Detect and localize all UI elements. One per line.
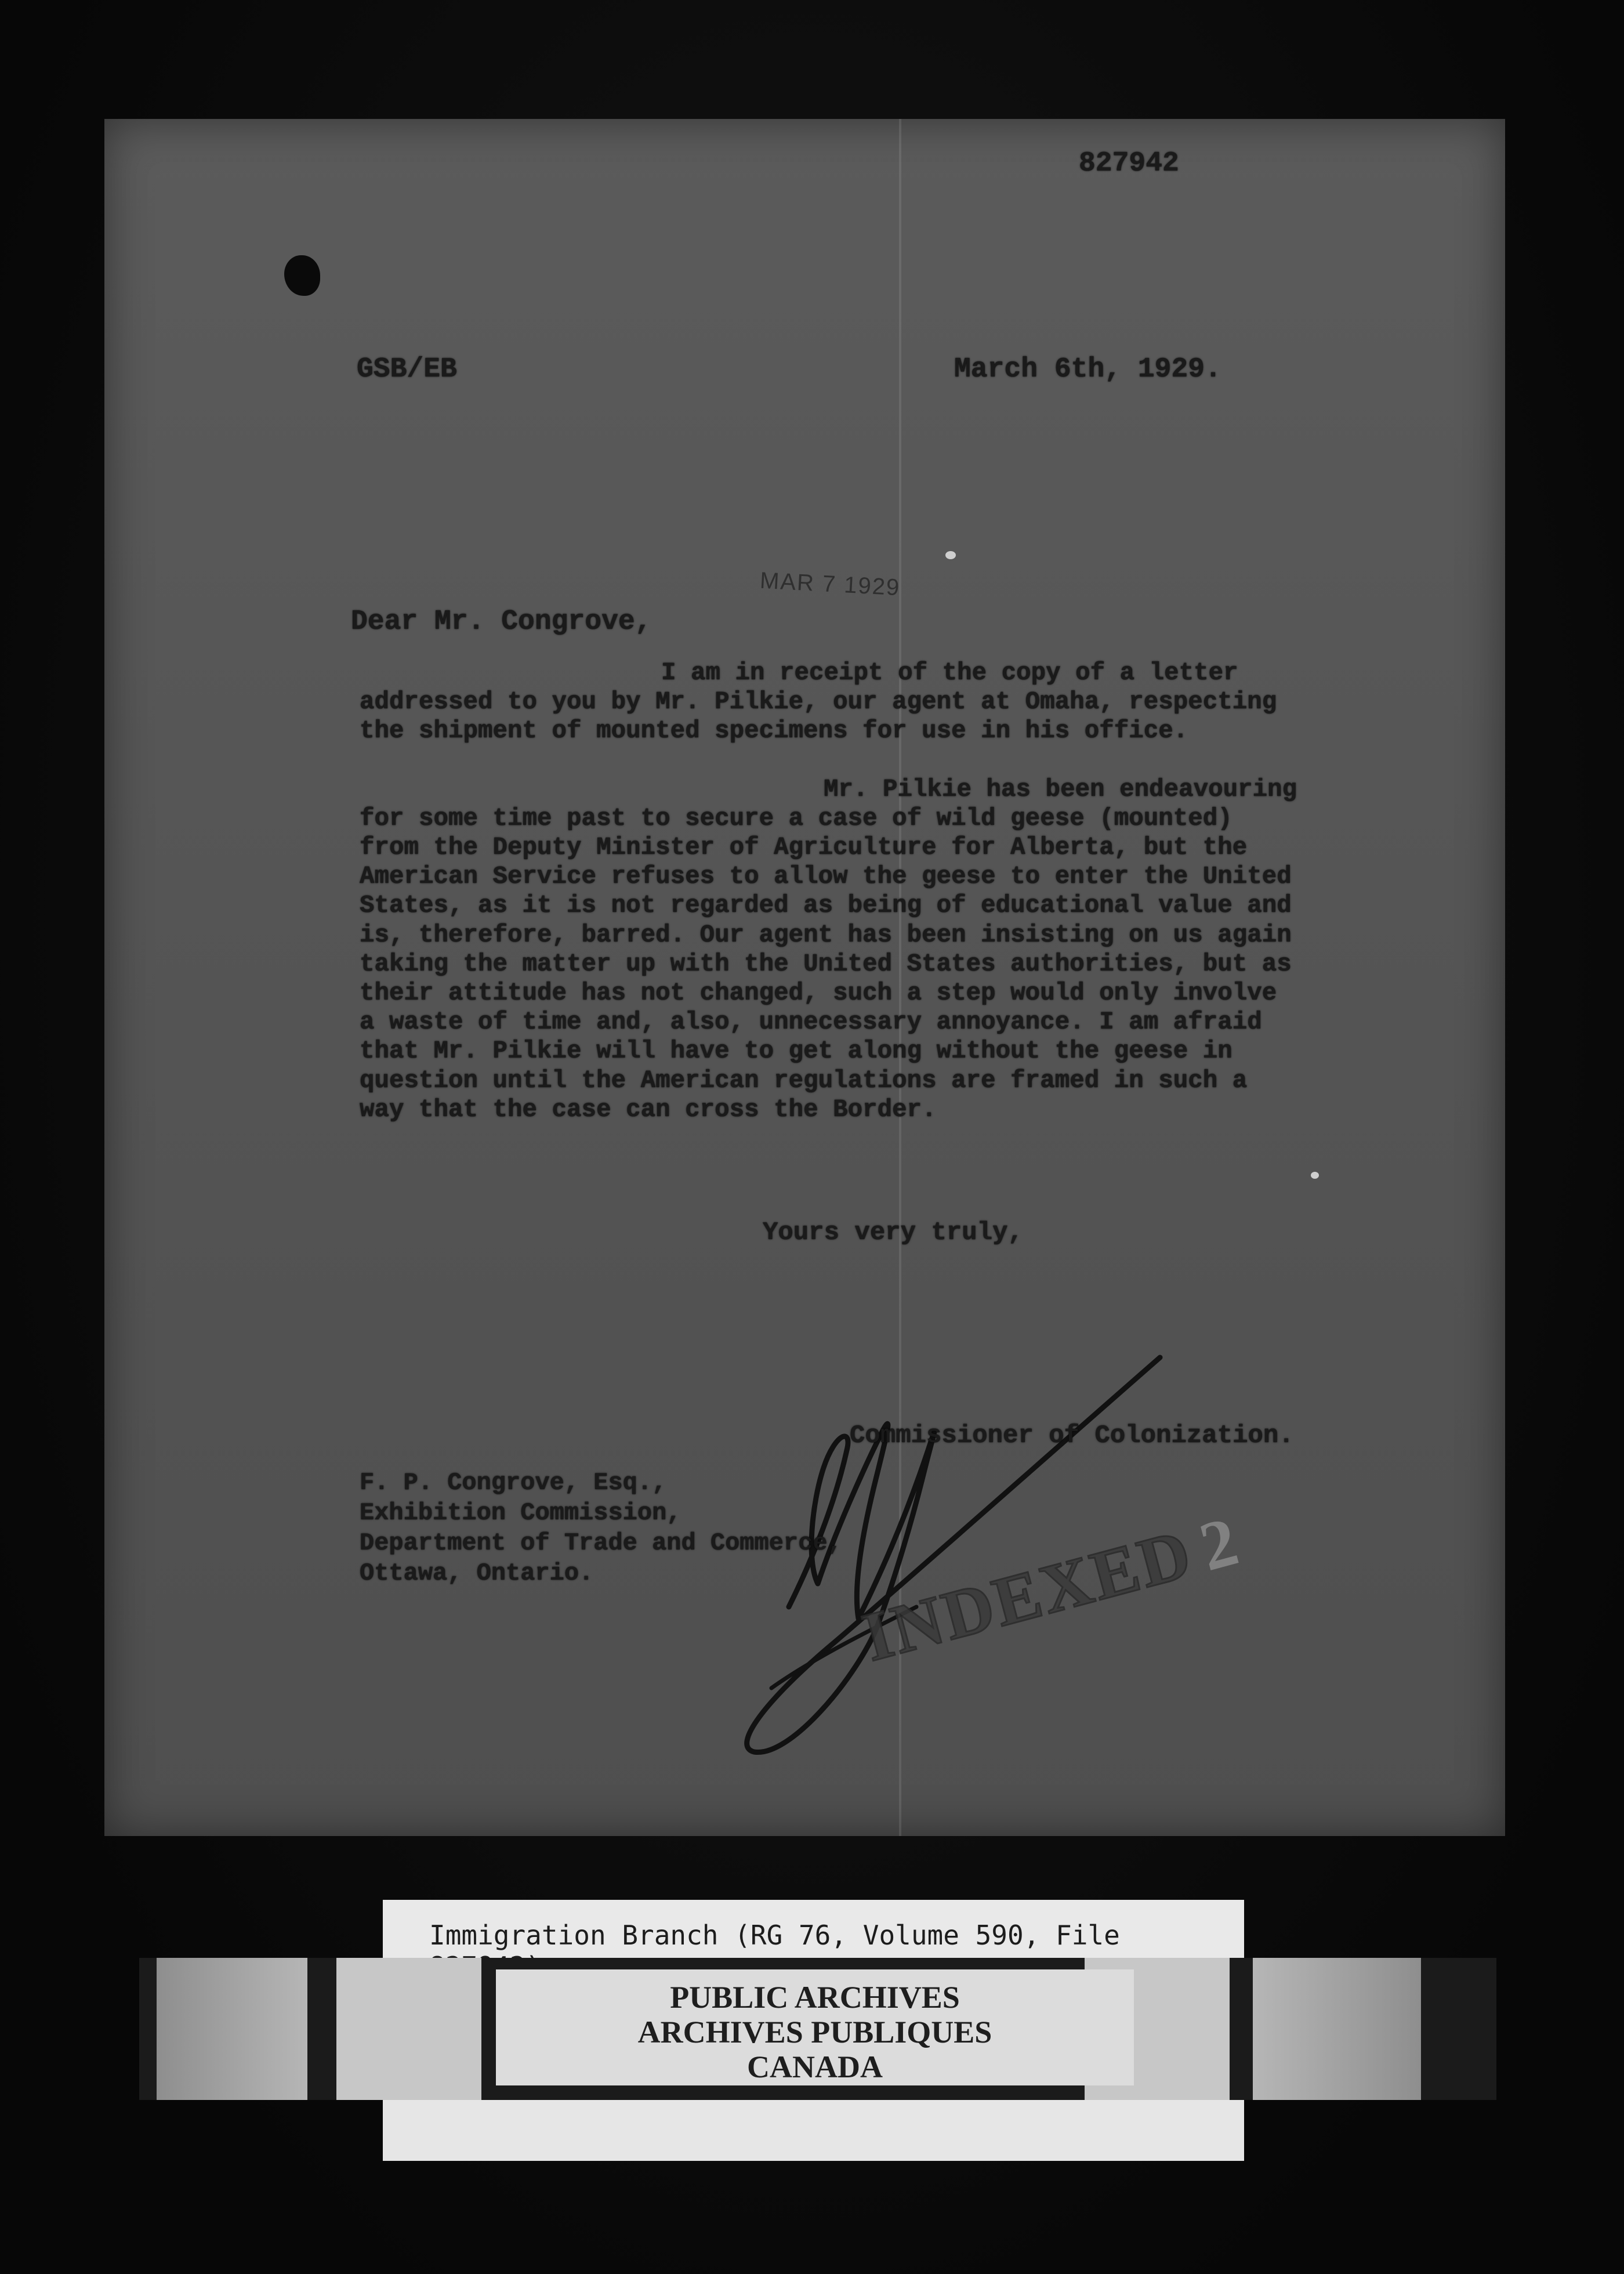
addressee-line: Exhibition Commission, <box>360 1499 682 1527</box>
addressee-line: Ottawa, Ontario. <box>360 1559 594 1587</box>
file-number: 827942 <box>1079 148 1179 179</box>
reference-code: GSB/EB <box>357 354 457 385</box>
archive-citation: Immigration Branch (RG 76, Volume 590, File <box>429 1920 1120 1951</box>
indexed-stamp-text: INDEXED <box>854 1513 1201 1676</box>
indexed-stamp-number: 2 <box>1191 1501 1248 1586</box>
public-archives-label <box>496 1969 1134 2085</box>
signer-title: Commissioner of Colonization. <box>850 1421 1294 1450</box>
reel-strip-segment <box>157 1958 307 2100</box>
closing: Yours very truly, <box>763 1218 1023 1247</box>
archive-label-line-1: PUBLIC ARCHIVES <box>670 1980 960 2015</box>
dust-speck <box>1311 1172 1319 1179</box>
received-date-stamp: MAR 7 1929 <box>759 567 901 601</box>
body-paragraph-2: Mr. Pilkie has been endeavouring for some time past to secure a case of wild geese (mounted) from the Deputy Minister of Agriculture for Alberta, but the American Service refuses to allow the geese to enter the United States, as it is not regarded as being of educational value and is, therefore, barred. Our agent has been insisting on us again taking the matter up with the United States authorities, but as their attitude has not changed, such a step would only involve a waste of time and, also, unnecessary annoyance. I am afraid that Mr. Pilkie will have to get along without the geese in question until the American regulations are framed in such a way that the case can cross the Border. <box>360 775 1297 1124</box>
salutation: Dear Mr. Congrove, <box>351 606 652 638</box>
archive-label-line-3: CANADA <box>747 2050 883 2084</box>
hole-punch-mark <box>284 255 320 296</box>
blank-label-strip <box>383 2100 1244 2161</box>
addressee-line: Department of Trade and Commerce, <box>360 1529 842 1557</box>
letter-date: March 6th, 1929. <box>954 354 1221 385</box>
letter-body <box>360 658 1299 1124</box>
archive-label-line-2: ARCHIVES PUBLIQUES <box>637 2015 992 2050</box>
reel-strip-segment <box>1253 1958 1421 2100</box>
body-paragraph-1: I am in receipt of the copy of a letter addressed to you by Mr. Pilkie, our agent at Omaha, respecting the shipment of mounted specimens for use in his office. <box>360 659 1277 745</box>
reel-strip-segment <box>336 1958 481 2100</box>
addressee-block <box>360 1468 842 1588</box>
dust-speck <box>945 551 956 559</box>
addressee-line: F. P. Congrove, Esq., <box>360 1469 667 1497</box>
